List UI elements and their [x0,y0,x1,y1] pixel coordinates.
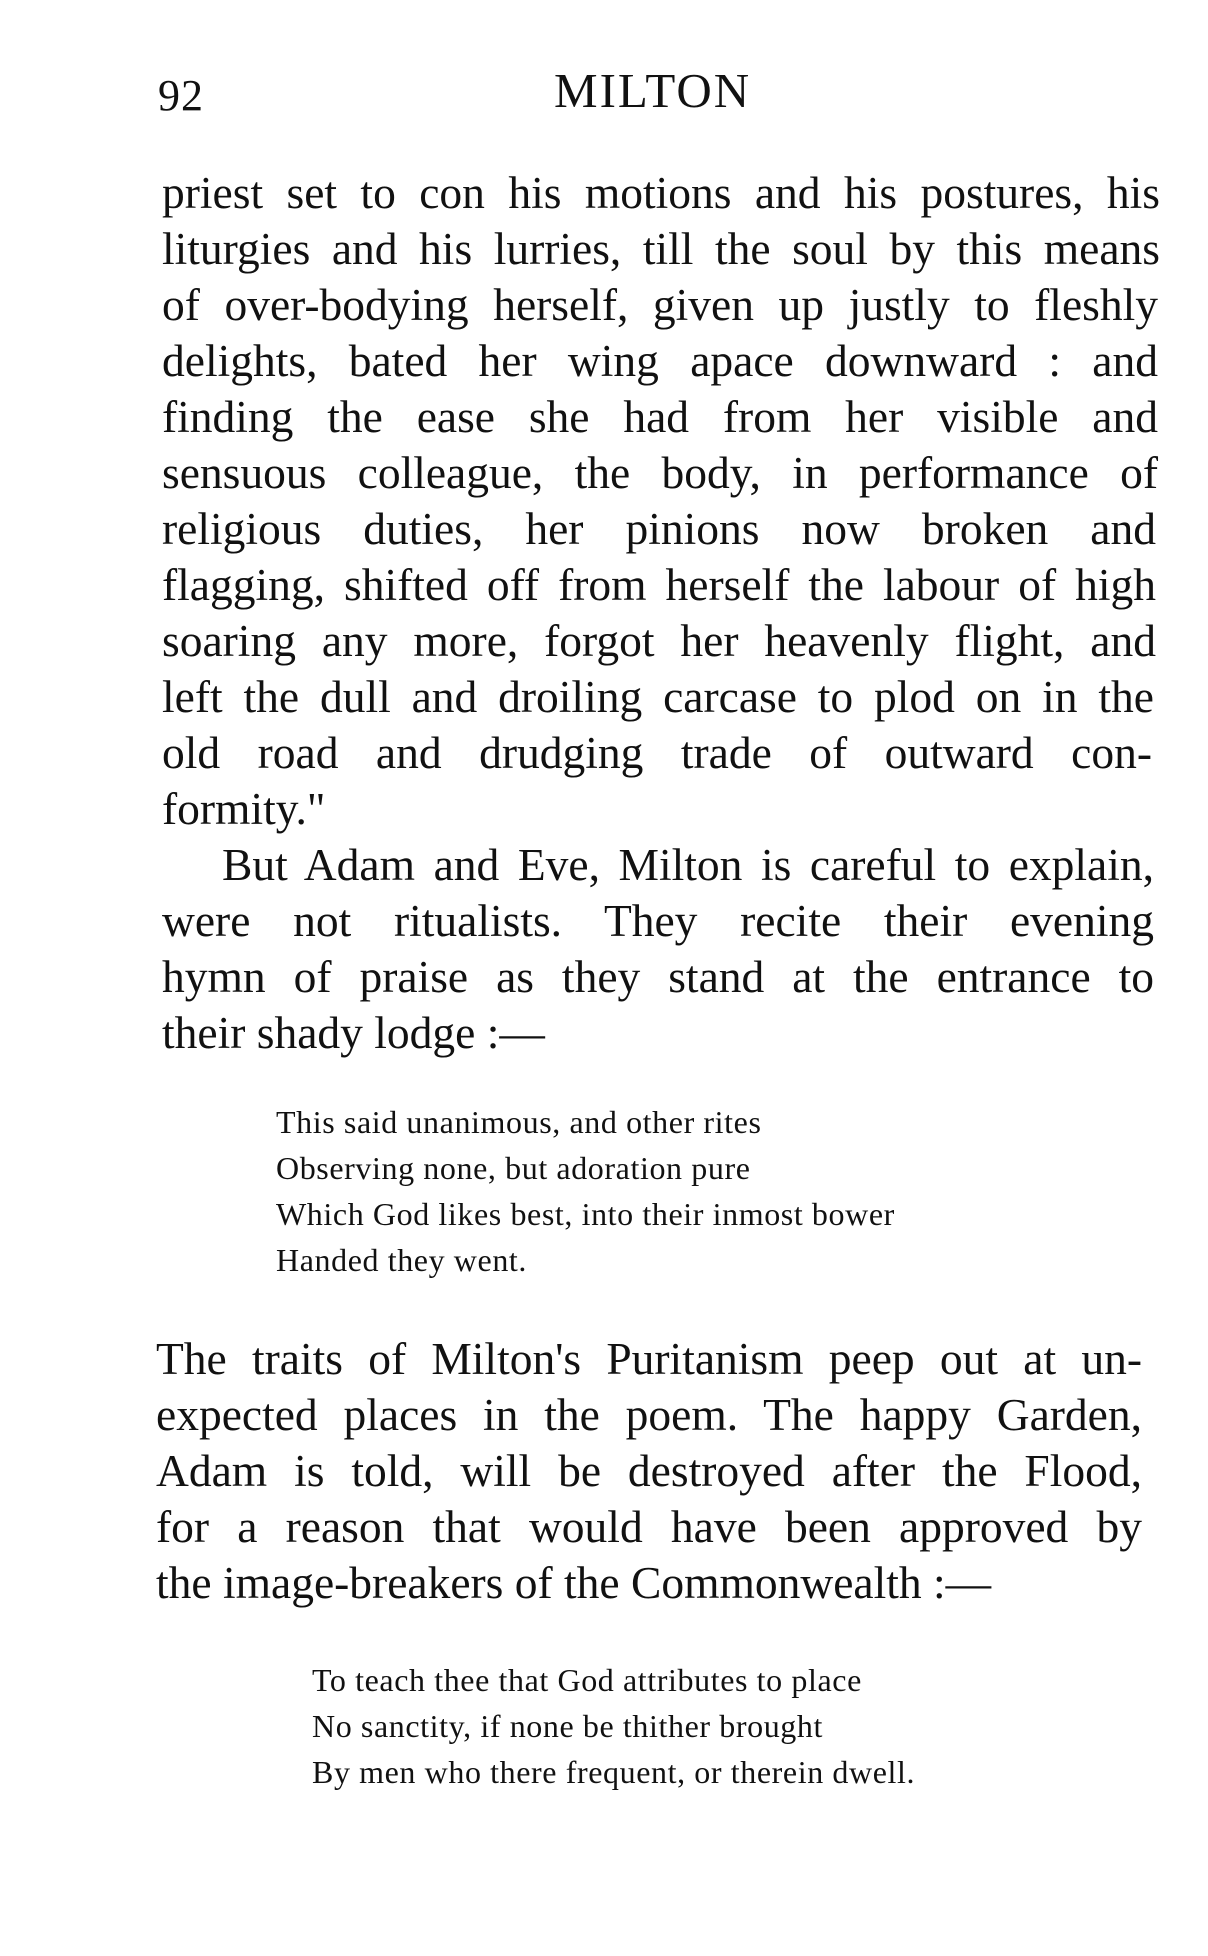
text-line: soaring any more, forgot her heavenly flight, and [162,615,1156,666]
verse-line: To teach thee that God attributes to place [312,1662,862,1698]
text-line: sensuous colleague, the body, in performance of [162,447,1158,498]
text-line: priest set to con his motions and his postures, his [162,167,1160,218]
text-line: delights, bated her wing apace downward : and [162,335,1158,386]
text-line: liturgies and his lurries, till the soul by this means [162,223,1160,274]
text-line: The traits of Milton's Puritanism peep out at un- [156,1333,1142,1384]
page-number: 92 [158,71,204,120]
verse-line: Observing none, but adoration pure [276,1150,751,1186]
running-title: MILTON [554,63,752,118]
page-header [158,62,1148,122]
verse-line: Which God likes best, into their inmost bower [276,1196,895,1232]
text-line: the image-breakers of the Commonwealth :— [156,1557,992,1608]
text-line: of over-bodying herself, given up justly to fleshly [162,279,1158,330]
text-line: their shady lodge :— [162,1007,545,1058]
verse-line: No sanctity, if none be thither brought [312,1708,823,1744]
text-line: religious duties, her pinions now broken and [162,503,1156,554]
text-line: old road and drudging trade of outward con- [162,727,1152,778]
verse-line: By men who there frequent, or therein dwell. [312,1754,916,1790]
text-line: Adam is told, will be destroyed after the Flood, [156,1445,1142,1496]
verse-line: This said unanimous, and other rites [276,1104,762,1140]
text-line: formity." [162,783,326,834]
text-line: But Adam and Eve, Milton is careful to explain, [222,839,1154,890]
text-line: were not ritualists. They recite their evening [162,895,1154,946]
text-line: flagging, shifted off from herself the labour of high [162,559,1156,610]
text-line: left the dull and droiling carcase to plod on in the [162,671,1154,722]
verse-line: Handed they went. [276,1242,528,1278]
text-line: expected places in the poem. The happy Garden, [156,1389,1142,1440]
text-line: finding the ease she had from her visible and [162,391,1158,442]
text-line: hymn of praise as they stand at the entrance to [162,951,1154,1002]
text-line: for a reason that would have been approved by [156,1501,1142,1552]
